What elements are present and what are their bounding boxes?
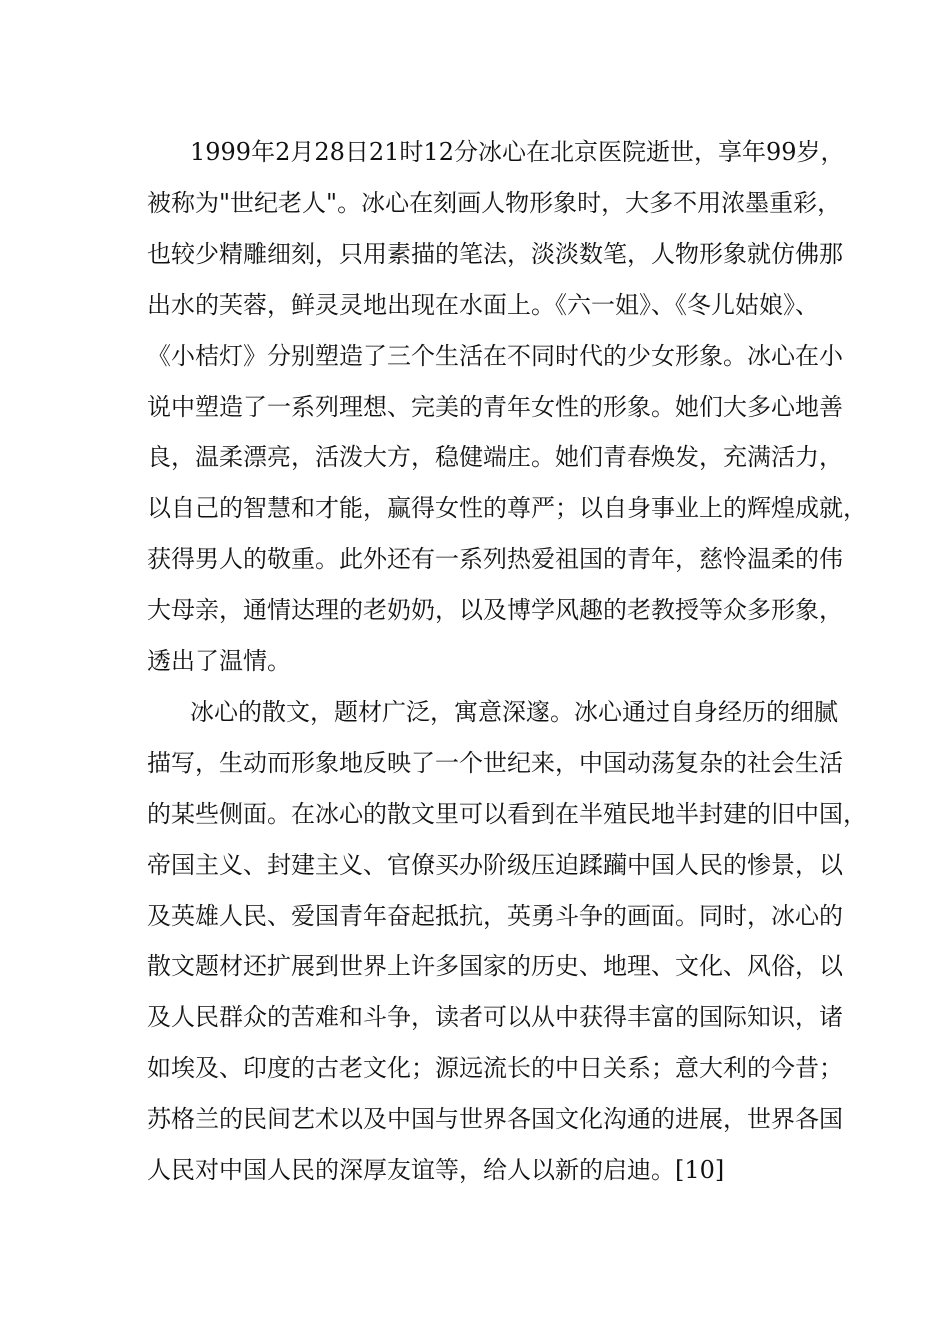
text-line: 冰心的散文，题材广泛，寓意深邃。冰心通过自身经历的细腻 [190,698,838,726]
text-line: 及英雄人民、爱国青年奋起抵抗，英勇斗争的画面。同时，冰心的 [147,902,843,930]
text-line: 大母亲，通情达理的老奶奶，以及博学风趣的老教授等众多形象， [147,596,843,624]
text-line: 如埃及、印度的古老文化；源远流长的中日关系；意大利的今昔； [147,1054,843,1082]
text-line: 的某些侧面。在冰心的散文里可以看到在半殖民地半封建的旧中国， [147,800,867,828]
text-line: 获得男人的敬重。此外还有一系列热爱祖国的青年，慈怜温柔的伟 [147,545,843,573]
text-line: 以自己的智慧和才能，赢得女性的尊严；以自身事业上的辉煌成就， [147,494,867,522]
text-line: 散文题材还扩展到世界上许多国家的历史、地理、文化、风俗，以 [147,952,843,980]
text-line: 也较少精雕细刻，只用素描的笔法，淡淡数笔，人物形象就仿佛那 [147,240,843,268]
text-line: 说中塑造了一系列理想、完美的青年女性的形象。她们大多心地善 [147,393,843,421]
text-line: 描写，生动而形象地反映了一个世纪来，中国动荡复杂的社会生活 [147,749,843,777]
text-line: 良，温柔漂亮，活泼大方，稳健端庄。她们青春焕发，充满活力， [147,443,843,471]
text-line: 1999年2月28日21时12分冰心在北京医院逝世，享年99岁， [190,138,845,166]
text-line: 苏格兰的民间艺术以及中国与世界各国文化沟通的进展，世界各国 [147,1105,843,1133]
text-line: 帝国主义、封建主义、官僚买办阶级压迫蹂躏中国人民的惨景，以 [147,851,843,879]
text-line: 《小桔灯》分别塑造了三个生活在不同时代的少女形象。冰心在小 [147,342,843,370]
text-line: 透出了温情。 [147,647,291,675]
text-line: 出水的芙蓉，鲜灵灵地出现在水面上。《六一姐》、《冬儿姑娘》、 [147,291,819,319]
text-line: 人民对中国人民的深厚友谊等，给人以新的启迪。[10] [147,1156,725,1184]
text-line: 及人民群众的苦难和斗争，读者可以从中获得丰富的国际知识，诸 [147,1003,843,1031]
text-line: 被称为"世纪老人"。冰心在刻画人物形象时，大多不用浓墨重彩， [147,189,842,217]
